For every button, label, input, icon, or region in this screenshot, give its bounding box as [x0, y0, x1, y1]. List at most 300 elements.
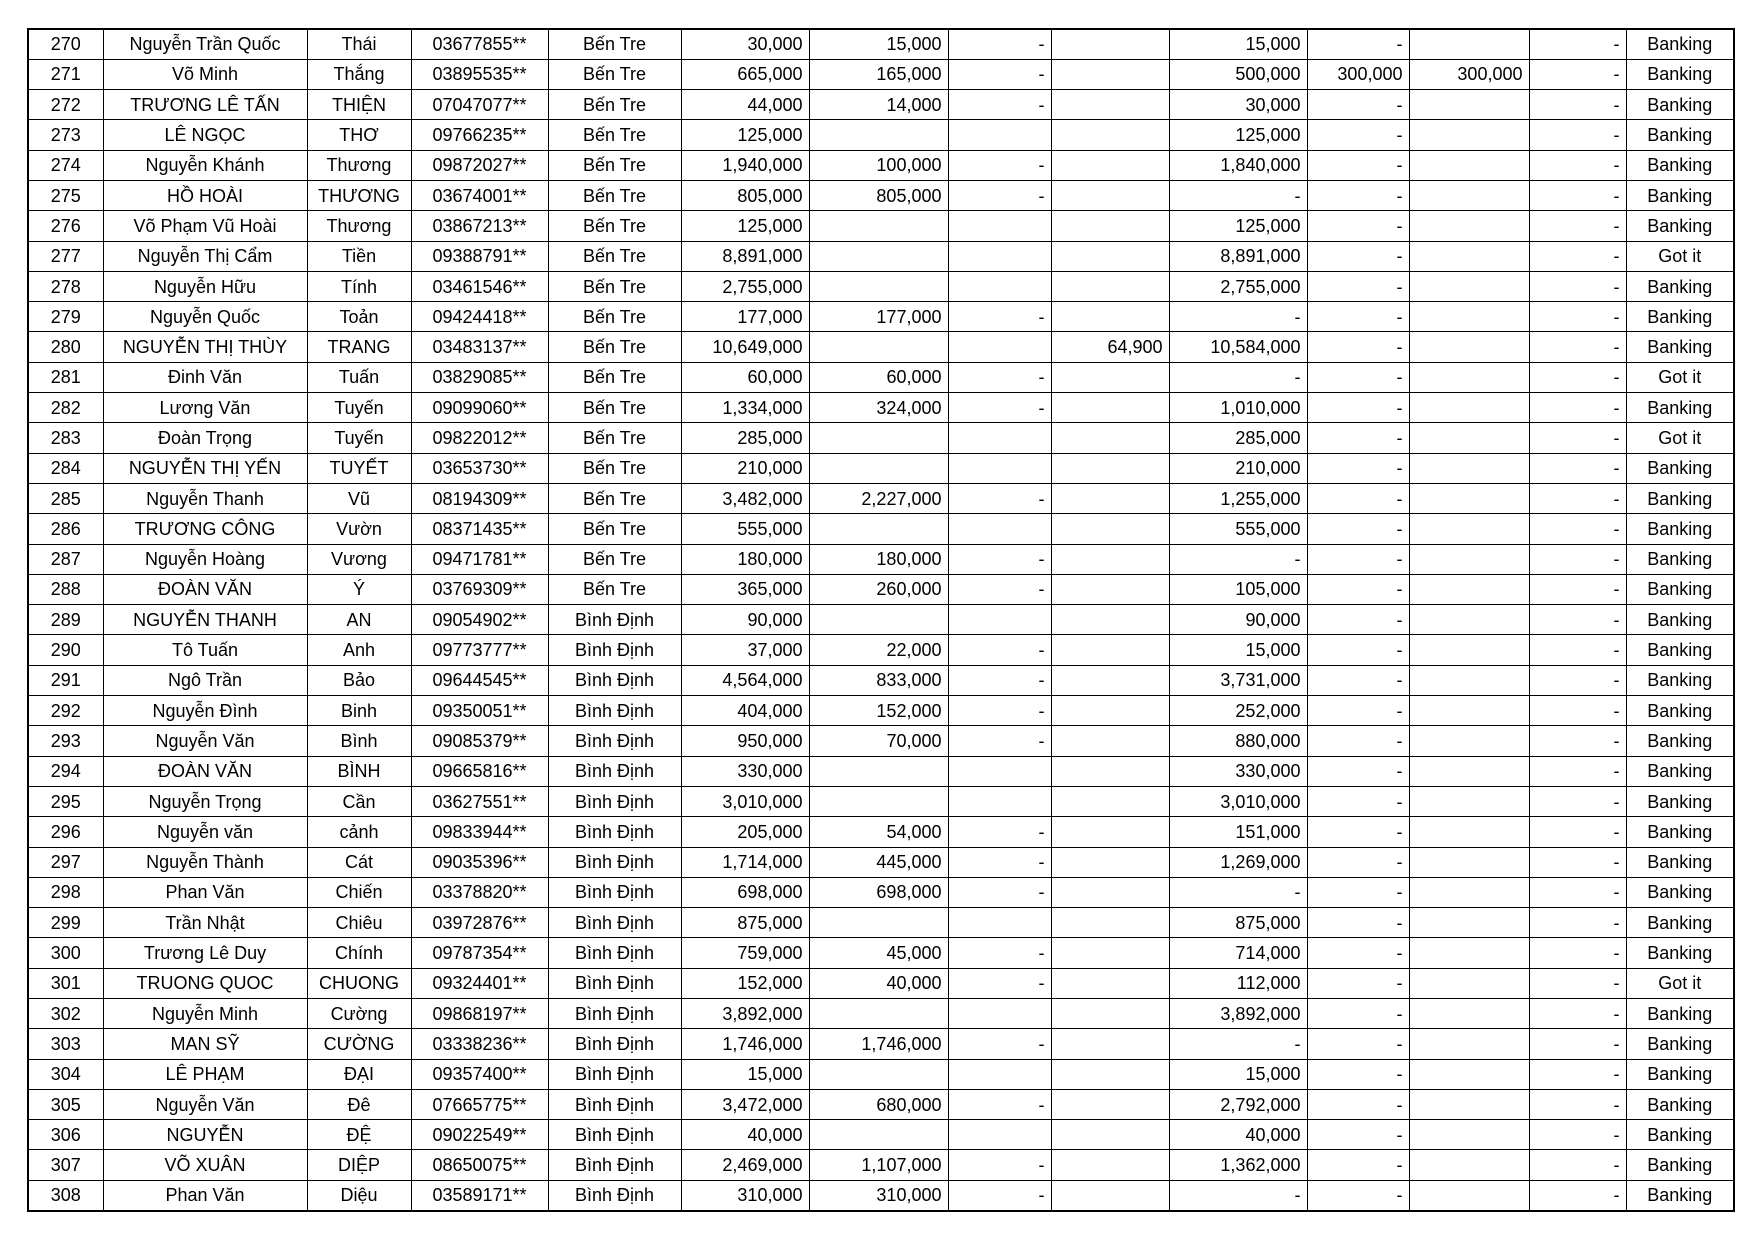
cell-phone-number: 09085379** — [411, 726, 548, 756]
cell-phone-number: 09471781** — [411, 544, 548, 574]
cell-total-amount: 2,469,000 — [681, 1150, 809, 1180]
cell-amount-e: - — [1307, 544, 1409, 574]
cell-amount-c — [1051, 544, 1169, 574]
cell-amount-f — [1409, 999, 1529, 1029]
cell-amount-e: - — [1307, 453, 1409, 483]
cell-amount-a — [809, 514, 948, 544]
cell-phone-number: 09822012** — [411, 423, 548, 453]
cell-total-amount: 330,000 — [681, 756, 809, 786]
cell-payment-method: Banking — [1626, 211, 1734, 241]
cell-amount-b: - — [948, 696, 1051, 726]
cell-amount-f — [1409, 150, 1529, 180]
cell-amount-d: 15,000 — [1169, 635, 1307, 665]
cell-amount-a: 177,000 — [809, 302, 948, 332]
cell-first-names: TRƯƠNG LÊ TẤN — [103, 90, 307, 120]
cell-given-name: Tiền — [307, 241, 411, 271]
cell-first-names: NGUYỄN THỊ YẾN — [103, 453, 307, 483]
cell-amount-a: 445,000 — [809, 847, 948, 877]
cell-first-names: Võ Minh — [103, 59, 307, 89]
cell-amount-c — [1051, 29, 1169, 59]
cell-amount-b — [948, 120, 1051, 150]
cell-given-name: TUYẾT — [307, 453, 411, 483]
cell-amount-f — [1409, 908, 1529, 938]
cell-amount-d: 880,000 — [1169, 726, 1307, 756]
cell-province: Bến Tre — [548, 120, 681, 150]
cell-amount-d: - — [1169, 877, 1307, 907]
cell-amount-d: 90,000 — [1169, 605, 1307, 635]
cell-phone-number: 07665775** — [411, 1089, 548, 1119]
cell-amount-f — [1409, 635, 1529, 665]
cell-payment-method: Banking — [1626, 120, 1734, 150]
cell-amount-c — [1051, 180, 1169, 210]
cell-amount-d: 15,000 — [1169, 1059, 1307, 1089]
table-row — [28, 786, 1734, 816]
cell-amount-a: 1,107,000 — [809, 1150, 948, 1180]
cell-amount-d: 1,840,000 — [1169, 150, 1307, 180]
cell-amount-e: - — [1307, 241, 1409, 271]
cell-amount-a — [809, 1059, 948, 1089]
cell-amount-c — [1051, 938, 1169, 968]
cell-amount-a: 40,000 — [809, 968, 948, 998]
cell-amount-d: 2,755,000 — [1169, 271, 1307, 301]
cell-first-names: Phan Văn — [103, 877, 307, 907]
cell-amount-c — [1051, 1029, 1169, 1059]
table-row — [28, 696, 1734, 726]
cell-row-number: 277 — [28, 241, 103, 271]
cell-total-amount: 404,000 — [681, 696, 809, 726]
cell-province: Bình Định — [548, 877, 681, 907]
cell-amount-e: - — [1307, 786, 1409, 816]
table-row — [28, 938, 1734, 968]
cell-payment-method: Banking — [1626, 665, 1734, 695]
cell-amount-e: - — [1307, 150, 1409, 180]
table-body — [28, 29, 1734, 1211]
table-row — [28, 90, 1734, 120]
cell-amount-a — [809, 756, 948, 786]
cell-amount-e: - — [1307, 726, 1409, 756]
cell-phone-number: 03653730** — [411, 453, 548, 483]
cell-given-name: Thắng — [307, 59, 411, 89]
cell-province: Bình Định — [548, 847, 681, 877]
cell-first-names: Nguyễn Thị Cẩm — [103, 241, 307, 271]
cell-total-amount: 285,000 — [681, 423, 809, 453]
cell-province: Bình Định — [548, 817, 681, 847]
cell-given-name: Tính — [307, 271, 411, 301]
cell-amount-g: - — [1529, 817, 1626, 847]
cell-phone-number: 03895535** — [411, 59, 548, 89]
cell-amount-a: 324,000 — [809, 393, 948, 423]
cell-given-name: ĐẠI — [307, 1059, 411, 1089]
cell-amount-g: - — [1529, 1059, 1626, 1089]
cell-amount-e: - — [1307, 1180, 1409, 1210]
cell-row-number: 298 — [28, 877, 103, 907]
cell-amount-a: 100,000 — [809, 150, 948, 180]
cell-first-names: Nguyễn Thành — [103, 847, 307, 877]
cell-amount-c — [1051, 1120, 1169, 1150]
cell-amount-g: - — [1529, 1029, 1626, 1059]
cell-amount-b: - — [948, 1029, 1051, 1059]
cell-amount-d: 8,891,000 — [1169, 241, 1307, 271]
cell-province: Bến Tre — [548, 150, 681, 180]
cell-phone-number: 09773777** — [411, 635, 548, 665]
cell-total-amount: 1,334,000 — [681, 393, 809, 423]
cell-amount-e: - — [1307, 1150, 1409, 1180]
cell-amount-g: - — [1529, 756, 1626, 786]
cell-payment-method: Got it — [1626, 362, 1734, 392]
cell-payment-method: Got it — [1626, 241, 1734, 271]
table-row — [28, 453, 1734, 483]
cell-amount-d: 210,000 — [1169, 453, 1307, 483]
cell-given-name: Tuyến — [307, 393, 411, 423]
cell-row-number: 275 — [28, 180, 103, 210]
cell-amount-e: - — [1307, 847, 1409, 877]
cell-first-names: NGUYỄN THỊ THÙY — [103, 332, 307, 362]
table-row — [28, 1120, 1734, 1150]
cell-total-amount: 177,000 — [681, 302, 809, 332]
cell-first-names: Ngô Trần — [103, 665, 307, 695]
cell-total-amount: 40,000 — [681, 1120, 809, 1150]
cell-given-name: TRANG — [307, 332, 411, 362]
cell-amount-d: 3,892,000 — [1169, 999, 1307, 1029]
cell-amount-d: 875,000 — [1169, 908, 1307, 938]
cell-first-names: Nguyễn Trần Quốc — [103, 29, 307, 59]
cell-amount-d: 105,000 — [1169, 574, 1307, 604]
cell-first-names: Tô Tuấn — [103, 635, 307, 665]
cell-phone-number: 09324401** — [411, 968, 548, 998]
cell-payment-method: Banking — [1626, 180, 1734, 210]
cell-payment-method: Banking — [1626, 908, 1734, 938]
cell-province: Bến Tre — [548, 483, 681, 513]
cell-row-number: 285 — [28, 483, 103, 513]
cell-province: Bến Tre — [548, 362, 681, 392]
cell-total-amount: 759,000 — [681, 938, 809, 968]
cell-total-amount: 15,000 — [681, 1059, 809, 1089]
cell-given-name: Chính — [307, 938, 411, 968]
cell-phone-number: 09357400** — [411, 1059, 548, 1089]
cell-province: Bến Tre — [548, 241, 681, 271]
cell-amount-g: - — [1529, 393, 1626, 423]
cell-province: Bình Định — [548, 1029, 681, 1059]
cell-amount-e: - — [1307, 211, 1409, 241]
cell-given-name: CHUONG — [307, 968, 411, 998]
table-row — [28, 332, 1734, 362]
cell-amount-b: - — [948, 90, 1051, 120]
cell-amount-g: - — [1529, 332, 1626, 362]
cell-first-names: MAN SỸ — [103, 1029, 307, 1059]
cell-given-name: BÌNH — [307, 756, 411, 786]
cell-amount-b: - — [948, 726, 1051, 756]
table-row — [28, 635, 1734, 665]
cell-phone-number: 09099060** — [411, 393, 548, 423]
table-row — [28, 968, 1734, 998]
cell-amount-a: 1,746,000 — [809, 1029, 948, 1059]
cell-given-name: Chiêu — [307, 908, 411, 938]
cell-row-number: 282 — [28, 393, 103, 423]
cell-row-number: 271 — [28, 59, 103, 89]
table-row — [28, 120, 1734, 150]
cell-given-name: cảnh — [307, 817, 411, 847]
cell-province: Bến Tre — [548, 453, 681, 483]
table-row — [28, 1089, 1734, 1119]
cell-amount-e: - — [1307, 332, 1409, 362]
cell-amount-c — [1051, 90, 1169, 120]
cell-row-number: 272 — [28, 90, 103, 120]
cell-total-amount: 205,000 — [681, 817, 809, 847]
cell-amount-f — [1409, 665, 1529, 695]
cell-amount-f — [1409, 393, 1529, 423]
cell-amount-g: - — [1529, 423, 1626, 453]
cell-total-amount: 125,000 — [681, 120, 809, 150]
cell-given-name: Binh — [307, 696, 411, 726]
cell-first-names: Nguyễn Văn — [103, 726, 307, 756]
cell-phone-number: 03972876** — [411, 908, 548, 938]
cell-amount-f — [1409, 726, 1529, 756]
cell-row-number: 302 — [28, 999, 103, 1029]
cell-amount-b: - — [948, 665, 1051, 695]
cell-amount-g: - — [1529, 1180, 1626, 1210]
cell-payment-method: Banking — [1626, 271, 1734, 301]
cell-amount-c — [1051, 59, 1169, 89]
cell-phone-number: 03461546** — [411, 271, 548, 301]
cell-amount-d: - — [1169, 1029, 1307, 1059]
cell-phone-number: 09035396** — [411, 847, 548, 877]
cell-amount-b: - — [948, 393, 1051, 423]
cell-amount-d: 10,584,000 — [1169, 332, 1307, 362]
cell-amount-g: - — [1529, 59, 1626, 89]
cell-total-amount: 30,000 — [681, 29, 809, 59]
cell-total-amount: 152,000 — [681, 968, 809, 998]
cell-amount-b — [948, 908, 1051, 938]
cell-amount-g: - — [1529, 29, 1626, 59]
cell-amount-c — [1051, 877, 1169, 907]
cell-province: Bình Định — [548, 665, 681, 695]
cell-amount-c — [1051, 665, 1169, 695]
cell-row-number: 274 — [28, 150, 103, 180]
cell-total-amount: 3,892,000 — [681, 999, 809, 1029]
cell-amount-a — [809, 908, 948, 938]
cell-province: Bến Tre — [548, 332, 681, 362]
cell-province: Bình Định — [548, 696, 681, 726]
cell-province: Bình Định — [548, 1150, 681, 1180]
cell-first-names: Nguyễn Đình — [103, 696, 307, 726]
cell-given-name: Thương — [307, 150, 411, 180]
cell-payment-method: Got it — [1626, 423, 1734, 453]
cell-amount-c — [1051, 605, 1169, 635]
cell-amount-c — [1051, 696, 1169, 726]
cell-total-amount: 44,000 — [681, 90, 809, 120]
cell-given-name: Vườn — [307, 514, 411, 544]
cell-amount-b: - — [948, 483, 1051, 513]
cell-total-amount: 1,714,000 — [681, 847, 809, 877]
cell-first-names: Nguyễn văn — [103, 817, 307, 847]
cell-payment-method: Banking — [1626, 1089, 1734, 1119]
cell-total-amount: 4,564,000 — [681, 665, 809, 695]
cell-payment-method: Banking — [1626, 696, 1734, 726]
cell-amount-f — [1409, 483, 1529, 513]
cell-amount-f — [1409, 211, 1529, 241]
cell-given-name: Ý — [307, 574, 411, 604]
cell-amount-b: - — [948, 817, 1051, 847]
cell-amount-a — [809, 999, 948, 1029]
cell-amount-c — [1051, 423, 1169, 453]
cell-amount-a: 54,000 — [809, 817, 948, 847]
cell-total-amount: 365,000 — [681, 574, 809, 604]
cell-amount-f — [1409, 302, 1529, 332]
table-row — [28, 1029, 1734, 1059]
cell-amount-b: - — [948, 1150, 1051, 1180]
cell-amount-a — [809, 453, 948, 483]
cell-payment-method: Banking — [1626, 635, 1734, 665]
cell-row-number: 299 — [28, 908, 103, 938]
cell-amount-e: - — [1307, 120, 1409, 150]
cell-province: Bến Tre — [548, 29, 681, 59]
cell-phone-number: 09787354** — [411, 938, 548, 968]
cell-first-names: Đoàn Trọng — [103, 423, 307, 453]
cell-amount-g: - — [1529, 1120, 1626, 1150]
cell-amount-a: 152,000 — [809, 696, 948, 726]
cell-amount-a: 45,000 — [809, 938, 948, 968]
cell-province: Bến Tre — [548, 90, 681, 120]
cell-amount-f: 300,000 — [1409, 59, 1529, 89]
cell-province: Bình Định — [548, 635, 681, 665]
cell-payment-method: Banking — [1626, 453, 1734, 483]
table-row — [28, 908, 1734, 938]
cell-total-amount: 2,755,000 — [681, 271, 809, 301]
cell-amount-e: - — [1307, 574, 1409, 604]
cell-amount-e: - — [1307, 635, 1409, 665]
cell-province: Bến Tre — [548, 514, 681, 544]
table-row — [28, 817, 1734, 847]
cell-amount-d: 30,000 — [1169, 90, 1307, 120]
cell-payment-method: Banking — [1626, 544, 1734, 574]
cell-first-names: TRUONG QUOC — [103, 968, 307, 998]
cell-amount-f — [1409, 1150, 1529, 1180]
table-row — [28, 544, 1734, 574]
cell-amount-d: 252,000 — [1169, 696, 1307, 726]
cell-amount-g: - — [1529, 696, 1626, 726]
cell-phone-number: 03867213** — [411, 211, 548, 241]
cell-amount-e: - — [1307, 696, 1409, 726]
cell-amount-a — [809, 241, 948, 271]
cell-amount-a — [809, 786, 948, 816]
cell-phone-number: 03769309** — [411, 574, 548, 604]
cell-row-number: 291 — [28, 665, 103, 695]
cell-amount-a — [809, 332, 948, 362]
cell-row-number: 283 — [28, 423, 103, 453]
cell-payment-method: Banking — [1626, 332, 1734, 362]
cell-amount-b — [948, 514, 1051, 544]
cell-payment-method: Banking — [1626, 756, 1734, 786]
cell-phone-number: 09424418** — [411, 302, 548, 332]
cell-given-name: Tuyến — [307, 423, 411, 453]
cell-amount-e: - — [1307, 1089, 1409, 1119]
cell-payment-method: Banking — [1626, 1120, 1734, 1150]
cell-given-name: DIỆP — [307, 1150, 411, 1180]
cell-payment-method: Banking — [1626, 393, 1734, 423]
cell-amount-c — [1051, 1150, 1169, 1180]
cell-payment-method: Banking — [1626, 1180, 1734, 1210]
cell-amount-g: - — [1529, 938, 1626, 968]
payout-table — [27, 28, 1735, 1212]
cell-row-number: 286 — [28, 514, 103, 544]
cell-payment-method: Banking — [1626, 302, 1734, 332]
cell-amount-d: - — [1169, 362, 1307, 392]
cell-amount-b — [948, 1059, 1051, 1089]
cell-amount-f — [1409, 362, 1529, 392]
cell-amount-f — [1409, 1120, 1529, 1150]
cell-first-names: Nguyễn Quốc — [103, 302, 307, 332]
cell-amount-c — [1051, 635, 1169, 665]
cell-row-number: 293 — [28, 726, 103, 756]
table-row — [28, 847, 1734, 877]
cell-amount-d: 15,000 — [1169, 29, 1307, 59]
cell-row-number: 303 — [28, 1029, 103, 1059]
cell-amount-f — [1409, 756, 1529, 786]
cell-given-name: Tuấn — [307, 362, 411, 392]
cell-amount-b: - — [948, 847, 1051, 877]
cell-amount-d: 1,010,000 — [1169, 393, 1307, 423]
cell-amount-g: - — [1529, 574, 1626, 604]
cell-payment-method: Banking — [1626, 1029, 1734, 1059]
cell-first-names: Nguyễn Khánh — [103, 150, 307, 180]
cell-total-amount: 310,000 — [681, 1180, 809, 1210]
cell-province: Bến Tre — [548, 180, 681, 210]
cell-amount-e: - — [1307, 1059, 1409, 1089]
cell-amount-g: - — [1529, 877, 1626, 907]
cell-row-number: 307 — [28, 1150, 103, 1180]
cell-amount-g: - — [1529, 665, 1626, 695]
cell-payment-method: Banking — [1626, 726, 1734, 756]
cell-given-name: Diệu — [307, 1180, 411, 1210]
table-row — [28, 241, 1734, 271]
cell-amount-e: - — [1307, 1029, 1409, 1059]
cell-amount-a: 698,000 — [809, 877, 948, 907]
cell-province: Bến Tre — [548, 544, 681, 574]
cell-first-names: Phan Văn — [103, 1180, 307, 1210]
cell-first-names: NGUYỄN THANH — [103, 605, 307, 635]
cell-given-name: Chiến — [307, 877, 411, 907]
cell-amount-c — [1051, 120, 1169, 150]
cell-amount-e: - — [1307, 908, 1409, 938]
cell-phone-number: 08650075** — [411, 1150, 548, 1180]
cell-given-name: Cường — [307, 999, 411, 1029]
cell-first-names: Nguyễn Hoàng — [103, 544, 307, 574]
cell-row-number: 306 — [28, 1120, 103, 1150]
cell-amount-b — [948, 332, 1051, 362]
cell-amount-e: - — [1307, 756, 1409, 786]
cell-given-name: Toản — [307, 302, 411, 332]
cell-amount-b — [948, 453, 1051, 483]
cell-amount-b: - — [948, 59, 1051, 89]
table-row — [28, 302, 1734, 332]
cell-amount-c — [1051, 211, 1169, 241]
cell-amount-e: - — [1307, 605, 1409, 635]
cell-first-names: Nguyễn Hữu — [103, 271, 307, 301]
cell-payment-method: Banking — [1626, 877, 1734, 907]
table-row — [28, 29, 1734, 59]
cell-amount-e: - — [1307, 665, 1409, 695]
cell-row-number: 304 — [28, 1059, 103, 1089]
cell-amount-b: - — [948, 362, 1051, 392]
cell-amount-c — [1051, 362, 1169, 392]
cell-total-amount: 125,000 — [681, 211, 809, 241]
cell-amount-a: 260,000 — [809, 574, 948, 604]
cell-amount-a — [809, 605, 948, 635]
cell-amount-b — [948, 241, 1051, 271]
cell-row-number: 279 — [28, 302, 103, 332]
cell-phone-number: 07047077** — [411, 90, 548, 120]
cell-total-amount: 805,000 — [681, 180, 809, 210]
